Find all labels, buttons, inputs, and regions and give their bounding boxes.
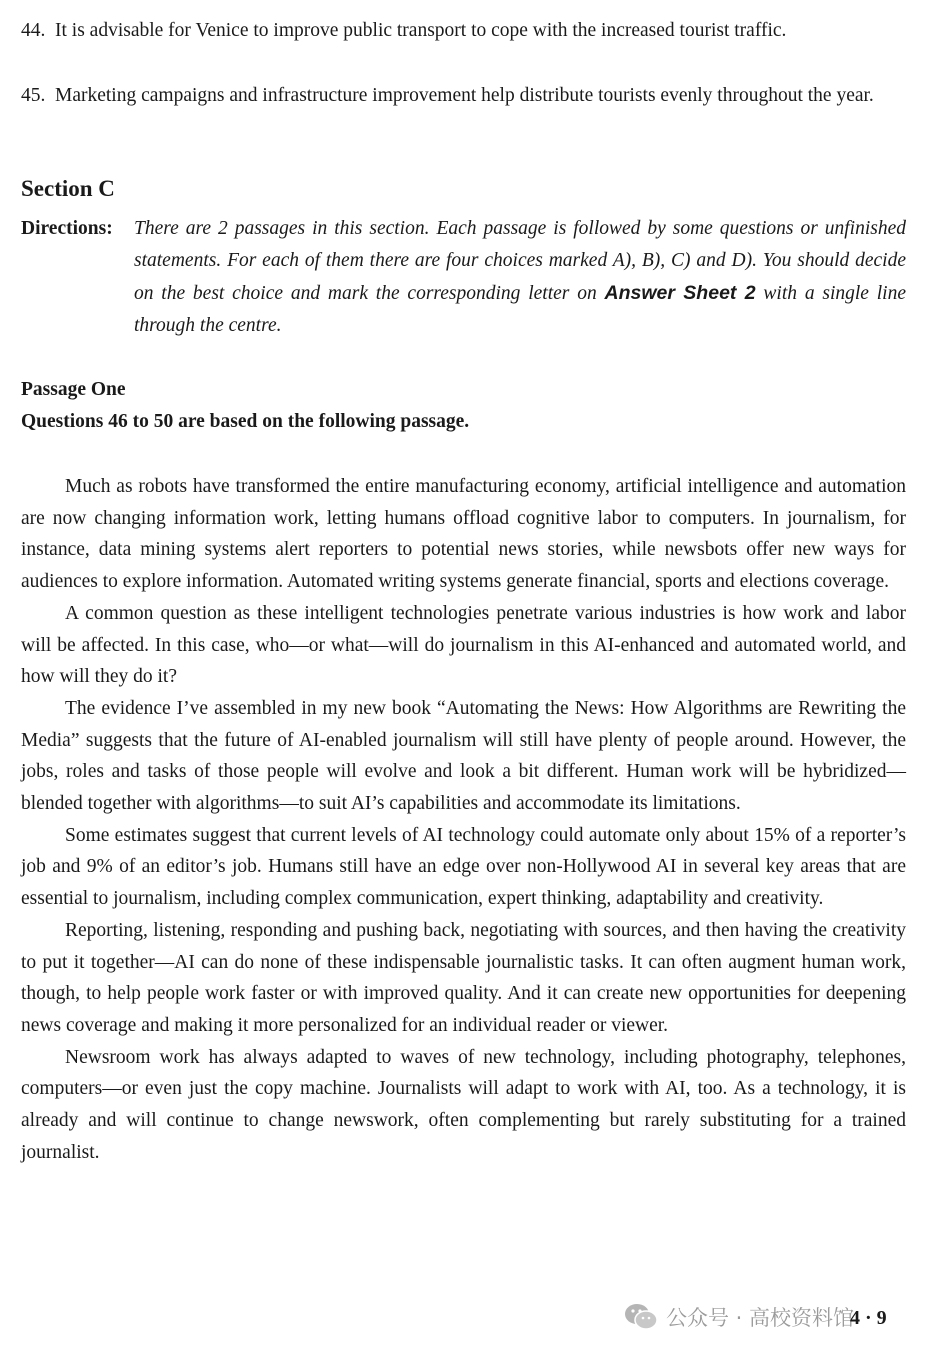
passage-paragraph: Much as robots have transformed the entire manufacturing economy, artificial intelligence and automation are now changing information work, letting humans offload cognitive labor to computers. In journalism, for instance, data mining systems alert reporters to potential news stories, while newsbots offer new ways for audiences to explore information. Automated writing systems generate financial, sports and elections coverage.	[21, 476, 906, 593]
section-title: Section C	[21, 176, 115, 201]
statement-number: 44.	[21, 20, 46, 41]
statement-number: 45.	[21, 85, 46, 106]
passage-paragraph: A common question as these intelligent technologies penetrate various industries is how work and labor will be affected. In this case, who—or what—will do journalism in this AI-enhanced and automated world, and how will they do it?	[21, 602, 906, 688]
wechat-icon	[624, 1303, 658, 1331]
watermark	[624, 1302, 854, 1332]
answer-sheet-label: Answer Sheet 2	[604, 282, 756, 304]
passage-title: Passage One	[21, 379, 126, 400]
page-number: 4 · 9	[850, 1307, 887, 1329]
passage-body	[21, 471, 906, 1168]
watermark-text: 公众号 · 高校资料馆	[666, 1306, 855, 1330]
directions-text-part-1: There are 2 passages in this section. Each passage is followed by some questions or unfinished statements. For each of them there are four choices marked A), B), C) and D). You should decide on the best choice and mark the corresponding letter on	[134, 218, 906, 304]
directions-text-part-2: with a single line through the centre.	[134, 283, 907, 336]
statement-45	[21, 80, 906, 112]
statement-text: Marketing campaigns and infrastructure improvement help distribute tourists evenly throughout the year.	[55, 85, 874, 106]
directions-text	[134, 213, 906, 342]
directions-label: Directions:	[21, 218, 113, 239]
passage-paragraph: Newsroom work has always adapted to waves of new technology, including photography, telephones, computers—or even just the copy machine. Journalists will adapt to work with AI, too. As a technology, it is already and will continue to change newswork, often complementing but rarely substituting for a trained journalist.	[21, 1046, 906, 1163]
passage-paragraph: Reporting, listening, responding and pushing back, negotiating with sources, and then having the creativity to put it together—AI can do none of these indispensable journalistic tasks. It can often augment human work, though, to help people work faster or with improved quality. And it can create new opportunities for deepening news coverage and making it more personalized for an individual reader or viewer.	[21, 919, 906, 1036]
statement-44	[21, 15, 906, 47]
passage-paragraph: The evidence I’ve assembled in my new book “Automating the News: How Algorithms are Rewriting the Media” suggests that the future of AI-enabled journalism will still have plenty of people around. However, the jobs, roles and tasks of those people will evolve and look a bit different. Human work will be hybridized—blended together with algorithms—to suit AI’s capabilities and accommodate its limitations.	[21, 697, 906, 815]
passage-subtitle: Questions 46 to 50 are based on the following passage.	[21, 411, 470, 432]
statement-text: It is advisable for Venice to improve public transport to cope with the increased tourist traffic.	[55, 20, 787, 41]
passage-paragraph: Some estimates suggest that current levels of AI technology could automate only about 15% of a reporter’s job and 9% of an editor’s job. Humans still have an edge over non-Hollywood AI in several key areas that are essential to journalism, including complex communication, expert thinking, adaptability and creativity.	[21, 824, 906, 910]
